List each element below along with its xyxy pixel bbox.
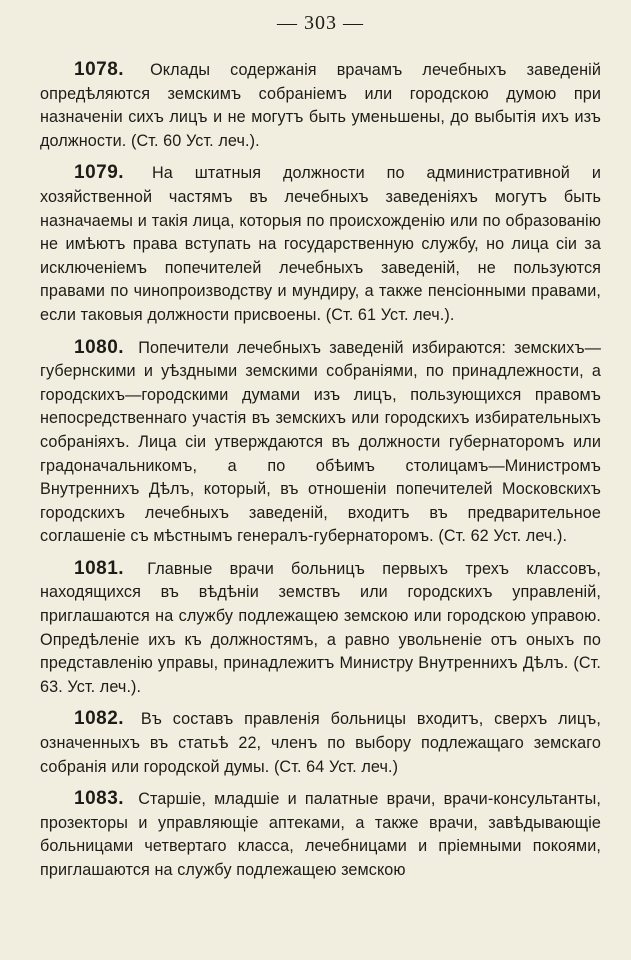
article-number: 1081. bbox=[74, 557, 125, 579]
article-text: Главные врачи больницъ первыхъ трехъ классовъ, находящихся въ вѣдѣніи земствъ или городскихъ управленій, приглашаются на службу подлежащею земскою или городскою управою. Опредѣленіе ихъ къ должностямъ, а равно увольненіе отъ оныхъ по представленію управы, принадлежитъ Министру Внутреннихъ Дѣлъ. (Ст. 63. Уст. леч.). bbox=[40, 559, 601, 696]
article-number: 1078. bbox=[74, 59, 125, 80]
article-1078 bbox=[40, 58, 601, 153]
article-text: Оклады содержанія врачамъ лечебныхъ заведеній опредѣляются земскимъ собраніемъ или городскою думою при назначеніи сихъ лицъ и не могутъ быть уменьшены, до выбытія ихъ изъ должности. (Ст. 60 Уст. леч.). bbox=[40, 61, 601, 150]
article-number: 1079. bbox=[74, 162, 125, 184]
article-1079 bbox=[40, 161, 601, 327]
article-text: Старшіе, младшіе и палатные врачи, врачи-консультанты, прозекторы и управляющіе аптеками, а также врачи, завѣдывающіе больницами четвертаго класса, лечебницами и пріемными покоями, приглашаются на службу подлежащею земскою bbox=[40, 790, 601, 879]
article-number: 1083. bbox=[74, 788, 125, 810]
article-1081 bbox=[40, 557, 601, 700]
article-text: Попечители лечебныхъ заведеній избираются: земскихъ—губернскими и уѣздными земскими собраніями, по принадлежности, а городскихъ—городскими думами изъ лицъ, пользующихся правомъ непосредственнаго участія въ земскихъ или городскихъ избирательныхъ собраніяхъ. Лица сіи утверждаются въ должности губернаторомъ или градоначальникомъ, а по обѣимъ столицамъ—Министромъ Внутреннихъ Дѣлъ, который, въ отношеніи попечителей Московскихъ городскихъ лечебныхъ заведеній, входитъ въ предварительное соглашеніе съ мѣстнымъ генералъ-губернаторомъ. (Ст. 62 Уст. леч.). bbox=[40, 338, 601, 546]
article-number: 1082. bbox=[74, 708, 125, 730]
article-1083 bbox=[40, 787, 601, 882]
page-number: — 303 — bbox=[277, 12, 364, 34]
article-text: Въ составъ правленія больницы входитъ, сверхъ лицъ, означенныхъ въ статьѣ 22, членъ по выбору подлежащаго земскаго собранія или городской думы. (Ст. 64 Уст. леч.) bbox=[40, 710, 601, 776]
article-number: 1080. bbox=[74, 336, 125, 358]
article-1080 bbox=[40, 336, 601, 549]
article-1082 bbox=[40, 707, 601, 779]
article-text: На штатныя должности по административной и хозяйственной частямъ въ лечебныхъ заведеніяхъ могутъ быть назначаемы и такія лица, которыя по происхожденію или по образованію не имѣютъ права вступать на государственную службу, но лица сіи за исключеніемъ попечителей лечебныхъ заведеній, не пользуются правами по чинопроизводству и мундиру, а также пенсіонными правами, если таковыя должности присвоены. (Ст. 61 Уст. леч.). bbox=[40, 164, 601, 324]
